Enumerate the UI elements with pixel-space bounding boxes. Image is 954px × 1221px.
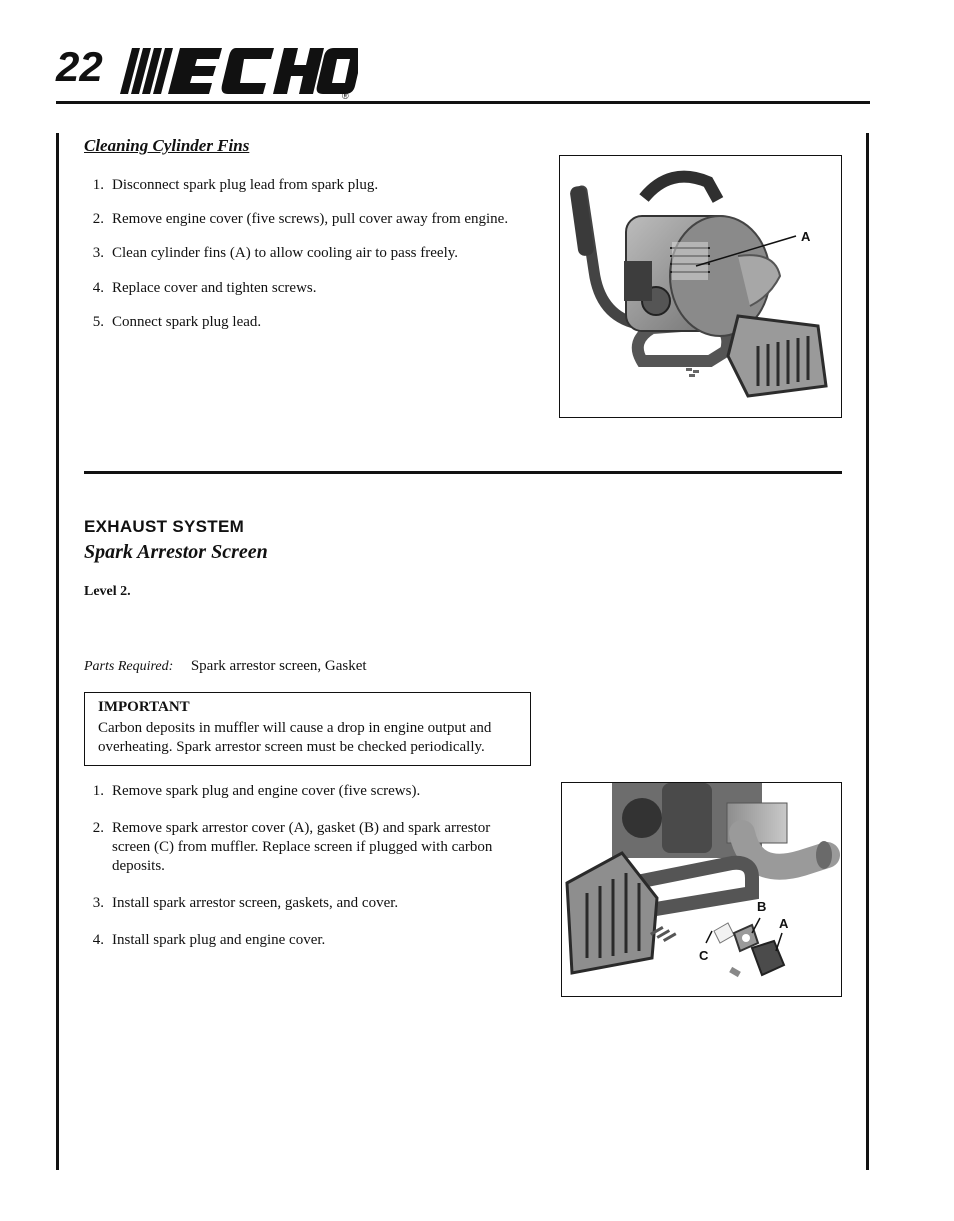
important-notice-box: [84, 692, 531, 766]
parts-required: [84, 658, 367, 675]
echo-logo: [118, 44, 358, 100]
callout-a: A: [801, 229, 811, 244]
registered-mark: ®: [342, 91, 349, 100]
parts-required-label: Parts Required:: [84, 659, 174, 674]
cleaning-title: Cleaning Cylinder Fins: [84, 136, 250, 155]
right-margin-rule: [866, 133, 869, 1170]
important-text: Carbon deposits in muffler will cause a drop in engine output and overheating. Spark arrestor screen must be checked periodically.: [98, 720, 492, 755]
level-text: Level 2.: [84, 584, 131, 599]
blower-engine-illustration: [560, 156, 841, 417]
section-divider: [84, 471, 842, 474]
spark-arrestor-subheading: Spark Arrestor Screen: [84, 541, 268, 563]
left-margin-rule: [56, 133, 59, 1170]
parts-required-value: Spark arrestor screen, Gasket: [190, 658, 367, 674]
page-number: 22: [56, 43, 103, 90]
exhaust-heading: EXHAUST SYSTEM: [84, 517, 245, 536]
callout-a: A: [779, 916, 789, 931]
callout-c: C: [699, 948, 709, 963]
header-rule: [56, 101, 870, 104]
callout-b: B: [757, 899, 767, 914]
spark-arrestor-figure: [561, 782, 842, 997]
cylinder-fins-figure: [559, 155, 842, 418]
important-title: IMPORTANT: [98, 699, 190, 715]
muffler-parts-illustration: [562, 783, 841, 996]
